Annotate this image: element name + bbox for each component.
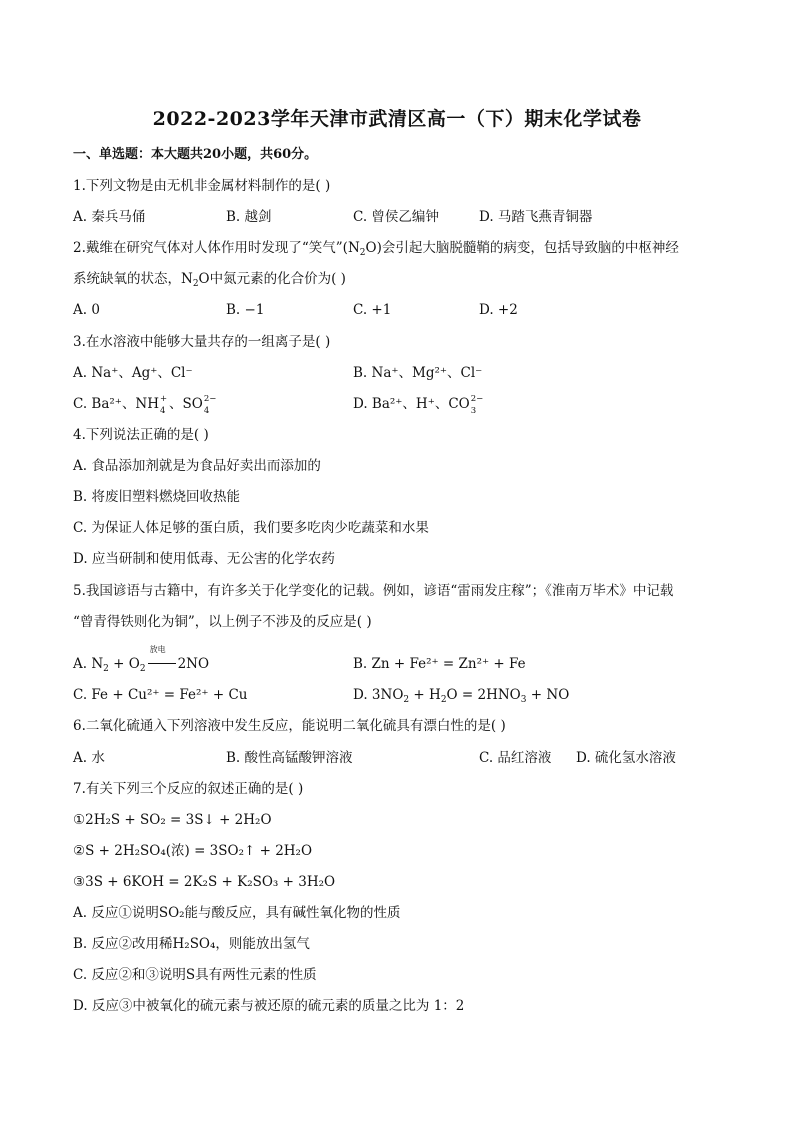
question-2-stem-line-1: 2.戴维在研究气体对人体作用时发现了“笑气$”(N_2O)$会引起大脑脱髓鞘的病变，包括导致脑的中枢神经: [73, 240, 679, 258]
q6-option-d: D. 硫化氢水溶液: [576, 750, 676, 766]
q1-option-b: B. 越剑: [226, 209, 272, 225]
q3-option-a: A. Na⁺、Ag⁺、Cl⁻: [73, 365, 193, 381]
q5-option-c: C. Fe + Cu²⁺ = Fe²⁺ + Cu: [73, 687, 248, 703]
question-2-stem-line-2: 系统缺氧的状态，$N_2O$中氮元素的化合价为( ): [73, 271, 346, 289]
q7-reaction-2: ②S + 2H₂SO₄(浓) = 3SO₂↑ + 2H₂O: [73, 843, 313, 859]
q7-option-a: A. 反应①说明SO₂能与酸反应，具有碱性氧化物的性质: [73, 905, 401, 921]
q1-option-d: D. 马踏飞燕青铜器: [479, 209, 593, 225]
q6-option-a: A. 水: [73, 750, 105, 766]
q5-option-b: B. Zn + Fe²⁺ = Zn²⁺ + Fe: [353, 656, 526, 672]
question-5-stem-line-1: 5.我国谚语与古籍中，有许多关于化学变化的记载。例如，谚语“雷雨发庄稼”；《淮南万毕术》中记载: [73, 583, 674, 599]
q3-option-b: B. Na⁺、Mg²⁺、Cl⁻: [353, 365, 483, 381]
q5-option-d: D. $3NO_2 + H_2O = 2HNO_3$ + NO: [353, 687, 570, 705]
q3-option-d: D. Ba²⁺、H⁺、CO 2− 3: [353, 394, 484, 416]
q7-option-c: C. 反应②和③说明S具有两性元素的性质: [73, 967, 317, 983]
section-heading: 一、单选题：本大题共20小题，共60分。: [73, 147, 318, 162]
question-7-stem: 7.有关下列三个反应的叙述正确的是( ): [73, 781, 304, 797]
q4-option-d: D. 应当研制和使用低毒、无公害的化学农药: [73, 551, 335, 567]
question-3-stem: 3.在水溶液中能够大量共存的一组离子是( ): [73, 334, 331, 350]
q2-option-d: D. +2: [479, 302, 518, 318]
q1-option-a: A. 秦兵马俑: [73, 209, 146, 225]
discharge-condition: 放电: [146, 655, 178, 673]
page-title: 2022-2023学年天津市武清区高一（下）期末化学试卷: [152, 108, 642, 130]
q2-option-c: C. +1: [353, 302, 392, 318]
q7-reaction-3: ③3S + 6KOH = 2K₂S + K₂SO₃ + 3H₂O: [73, 874, 336, 890]
question-6-stem: 6.二氧化硫通入下列溶液中发生反应，能说明二氧化硫具有漂白性的是( ): [73, 718, 506, 734]
question-5-stem-line-2: “曾青得铁则化为铜”，以上例子不涉及的反应是( ): [73, 614, 372, 630]
q2-option-b: B. −1: [226, 302, 265, 318]
q3-option-c: C. Ba²⁺、NH + 4 、SO 2− 4: [73, 394, 217, 416]
q4-option-a: A. 食品添加剂就是为食品好卖出而添加的: [73, 458, 321, 474]
q4-option-b: B. 将废旧塑料燃烧回收热能: [73, 489, 241, 505]
q4-option-c: C. 为保证人体足够的蛋白质，我们要多吃肉少吃蔬菜和水果: [73, 520, 429, 536]
q7-option-d: D. 反应③中被氧化的硫元素与被还原的硫元素的质量之比为 1：2: [73, 998, 465, 1014]
q6-option-c: C. 品红溶液: [479, 750, 552, 766]
q5-option-a: A. $N_2 + O_2$ 放电 2NO: [73, 645, 210, 674]
q2-option-a: A. 0: [73, 302, 100, 318]
q1-option-c: C. 曾侯乙编钟: [353, 209, 439, 225]
question-1-stem: 1.下列文物是由无机非金属材料制作的是( ): [73, 178, 331, 194]
q6-option-b: B. 酸性高锰酸钾溶液: [226, 750, 353, 766]
q7-option-b: B. 反应②改用稀H₂SO₄，则能放出氢气: [73, 936, 310, 952]
q7-reaction-1: ①2H₂S + SO₂ = 3S↓ + 2H₂O: [73, 812, 272, 828]
question-4-stem: 4.下列说法正确的是( ): [73, 427, 209, 443]
